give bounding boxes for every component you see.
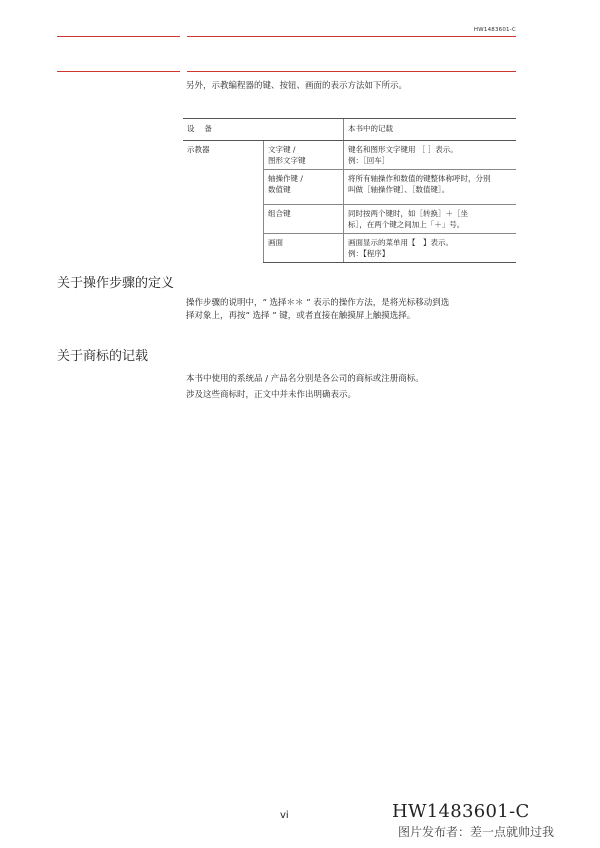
section-title-trademarks: 关于商标的记载 [57, 349, 149, 364]
paragraph-line: 择对象上，再按“ 选择 ” 键，或者直接在触摸屏上触摸选择。 [186, 311, 416, 321]
table-row [183, 141, 516, 170]
description-line: 叫做［轴操作键］、［数值键］。 [348, 185, 450, 194]
description-line: 键名和图形文字键用 ［ ］表示。 [348, 145, 458, 154]
table-cell-device: 示教器 [187, 145, 210, 154]
description-line: 同时按两个键时，如［转换］＋［坐 [348, 209, 468, 218]
table-header-device: 设 备 [183, 119, 264, 141]
table-cell-description [344, 234, 517, 263]
watermark-text: 图片发布者：差一点就帅过我 [398, 825, 555, 839]
description-line: 将所有轴操作和数值的键整体称呼时，分别 [348, 174, 491, 183]
description-line: 画面显示的菜单用【 】表示。 [348, 238, 453, 247]
table-header-key-type [264, 119, 344, 141]
table-cell-key-type [264, 170, 344, 205]
header-rule-right-1 [187, 36, 516, 37]
table-cell-key-type [264, 234, 344, 263]
table-cell-key-type [264, 205, 344, 234]
section-body-trademarks [186, 371, 521, 403]
section-body-operation-steps [186, 297, 521, 323]
paragraph-line: 涉及这些商标时，正文中并未作出明确表示。 [186, 390, 357, 400]
description-line: 标］，在两个键之间加上「＋」号。 [348, 220, 465, 229]
notation-table [183, 118, 516, 263]
footer-doc-code: HW1483601-C [392, 801, 530, 822]
key-type-line: 图形文字键 [268, 156, 306, 165]
table-header-notation: 本书中的记载 [344, 119, 517, 141]
key-type-line: 数值键 [268, 185, 291, 194]
intro-text: 另外，示教编程器的键、按钮、画面的表示方法如下所示。 [186, 81, 408, 91]
section-title-operation-steps: 关于操作步骤的定义 [57, 276, 175, 291]
table-cell-description [344, 205, 517, 234]
key-type-line: 轴操作键 / [268, 174, 303, 183]
key-type-line: 画面 [268, 238, 283, 247]
table-cell-key-type [264, 141, 344, 170]
table-cell-description [344, 141, 517, 170]
header-doc-code: HW1483601-C [473, 27, 516, 33]
header-rule-left-1 [57, 36, 180, 37]
paragraph-line: 本书中使用的系统品 / 产品名分别是各公司的商标或注册商标。 [186, 374, 424, 384]
description-line: 例：［回车］ [348, 156, 390, 165]
paragraph-line: 操作步骤的说明中，“ 选择＊＊ ” 表示的操作方法，是将光标移动到选 [186, 298, 450, 308]
description-line: 例：【程序】 [348, 249, 390, 258]
header-rule-right-2 [187, 71, 516, 72]
key-type-line: 组合键 [268, 209, 291, 218]
page-number: vi [280, 810, 289, 821]
header-rule-left-2 [57, 71, 180, 72]
key-type-line: 文字键 / [268, 145, 296, 154]
table-header-row [183, 119, 516, 141]
table-cell-description [344, 170, 517, 205]
